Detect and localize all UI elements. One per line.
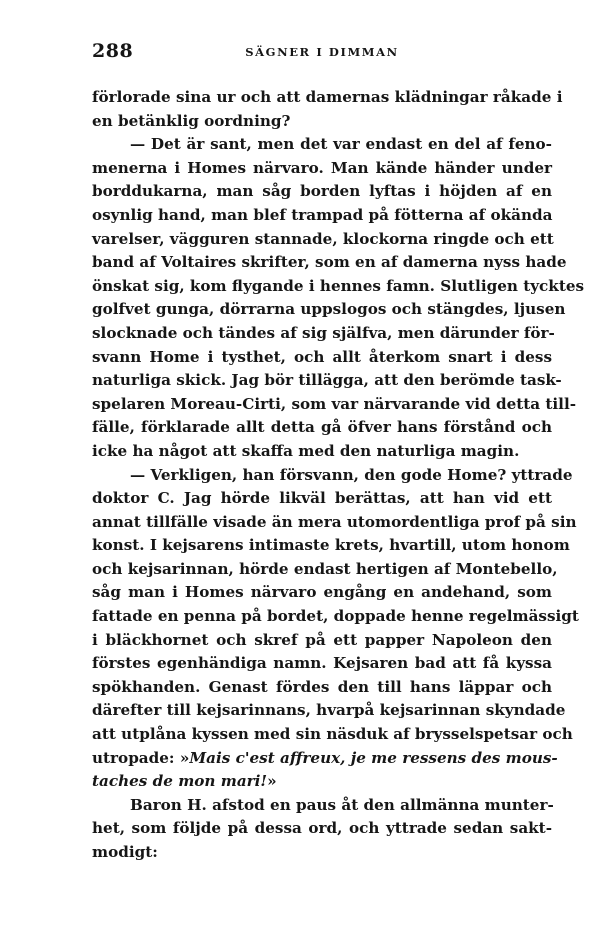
- text-line: [92, 747, 558, 771]
- text-line: en betänklig oordning?: [92, 111, 291, 130]
- text-line: slocknade och tändes af sig själfva, men därunder för-: [92, 323, 555, 342]
- text-line: och kejsarinnan, hörde endast hertigen af Montebello,: [92, 559, 558, 578]
- running-title: SÄGNER I DIMMAN: [245, 45, 399, 59]
- text-line: borddukarna, man såg borden lyftas i höjden af en: [92, 182, 552, 201]
- text-segment: utropade: »: [92, 748, 190, 767]
- italic-quote: taches de mon mari!: [92, 772, 268, 791]
- text-line: icke ha något att skaffa med den naturliga magin.: [92, 441, 520, 460]
- text-line: önskat sig, kom flygande i hennes famn. Slutligen tycktes: [92, 276, 585, 295]
- text-line: såg man i Homes närvaro engång en andehand, som: [92, 583, 552, 602]
- text-line: spelaren Moreau-Cirti, som var närvarande vid detta till-: [92, 394, 577, 413]
- text-line: het, som följde på dessa ord, och yttrade sedan sakt-: [92, 819, 552, 838]
- text-line: — Verkligen, han försvann, den gode Home? yttrade: [130, 465, 573, 484]
- text-line: [92, 770, 552, 794]
- text-line: menerna i Homes närvaro. Man kände händer under: [92, 158, 552, 177]
- text-line: i bläckhornet och skref på ett papper Napoleon den: [92, 630, 552, 649]
- text-line: fattade en penna på bordet, doppade henne regelmässigt: [92, 607, 579, 626]
- text-line: förlorade sina ur och att damernas klädningar råkade i: [92, 88, 563, 106]
- text-line: modigt:: [92, 843, 158, 861]
- text-line: spökhanden. Genast fördes den till hans läppar och: [92, 677, 552, 696]
- page-number: 288: [92, 40, 134, 62]
- text-line: att utplåna kyssen med sin näsduk af brysselspetsar och: [92, 725, 573, 744]
- text-line: svann Home i tysthet, och allt återkom snart i dess: [92, 347, 552, 366]
- text-line: Baron H. afstod en paus åt den allmänna munter-: [130, 795, 554, 814]
- text-line: osynlig hand, man blef trampad på fötterna af okända: [92, 205, 553, 224]
- text-line: — Det är sant, men det var endast en del af feno-: [130, 135, 552, 154]
- text-line: varelser, vägguren stannade, klockorna ringde och ett: [92, 229, 554, 248]
- text-line: golfvet gunga, dörrarna uppslogos och stängdes, ljusen: [92, 300, 566, 319]
- text-line: annat tillfälle visade än mera utomordentliga prof på sin: [92, 512, 577, 531]
- italic-quote: Mais c'est affreux, je me ressens des mous-: [189, 748, 558, 767]
- body-text: [92, 86, 585, 865]
- text-line: band af Voltaires skrifter, som en af damerna nyss hade: [92, 253, 567, 272]
- text-line: därefter till kejsarinnans, hvarpå kejsarinnan skyndade: [92, 701, 566, 720]
- text-line: naturliga skick. Jag bör tillägga, att den berömde task-: [92, 371, 562, 390]
- text-line: konst. I kejsarens intimaste krets, hvartill, utom honom: [92, 536, 570, 555]
- text-line: doktor C. Jag hörde likväl berättas, att han vid ett: [92, 489, 552, 508]
- text-segment: »: [267, 772, 277, 791]
- running-header: [92, 40, 552, 70]
- text-line: fälle, förklarade allt detta gå öfver hans förstånd och: [92, 418, 552, 437]
- text-line: förstes egenhändiga namn. Kejsaren bad att få kyssa: [92, 654, 552, 673]
